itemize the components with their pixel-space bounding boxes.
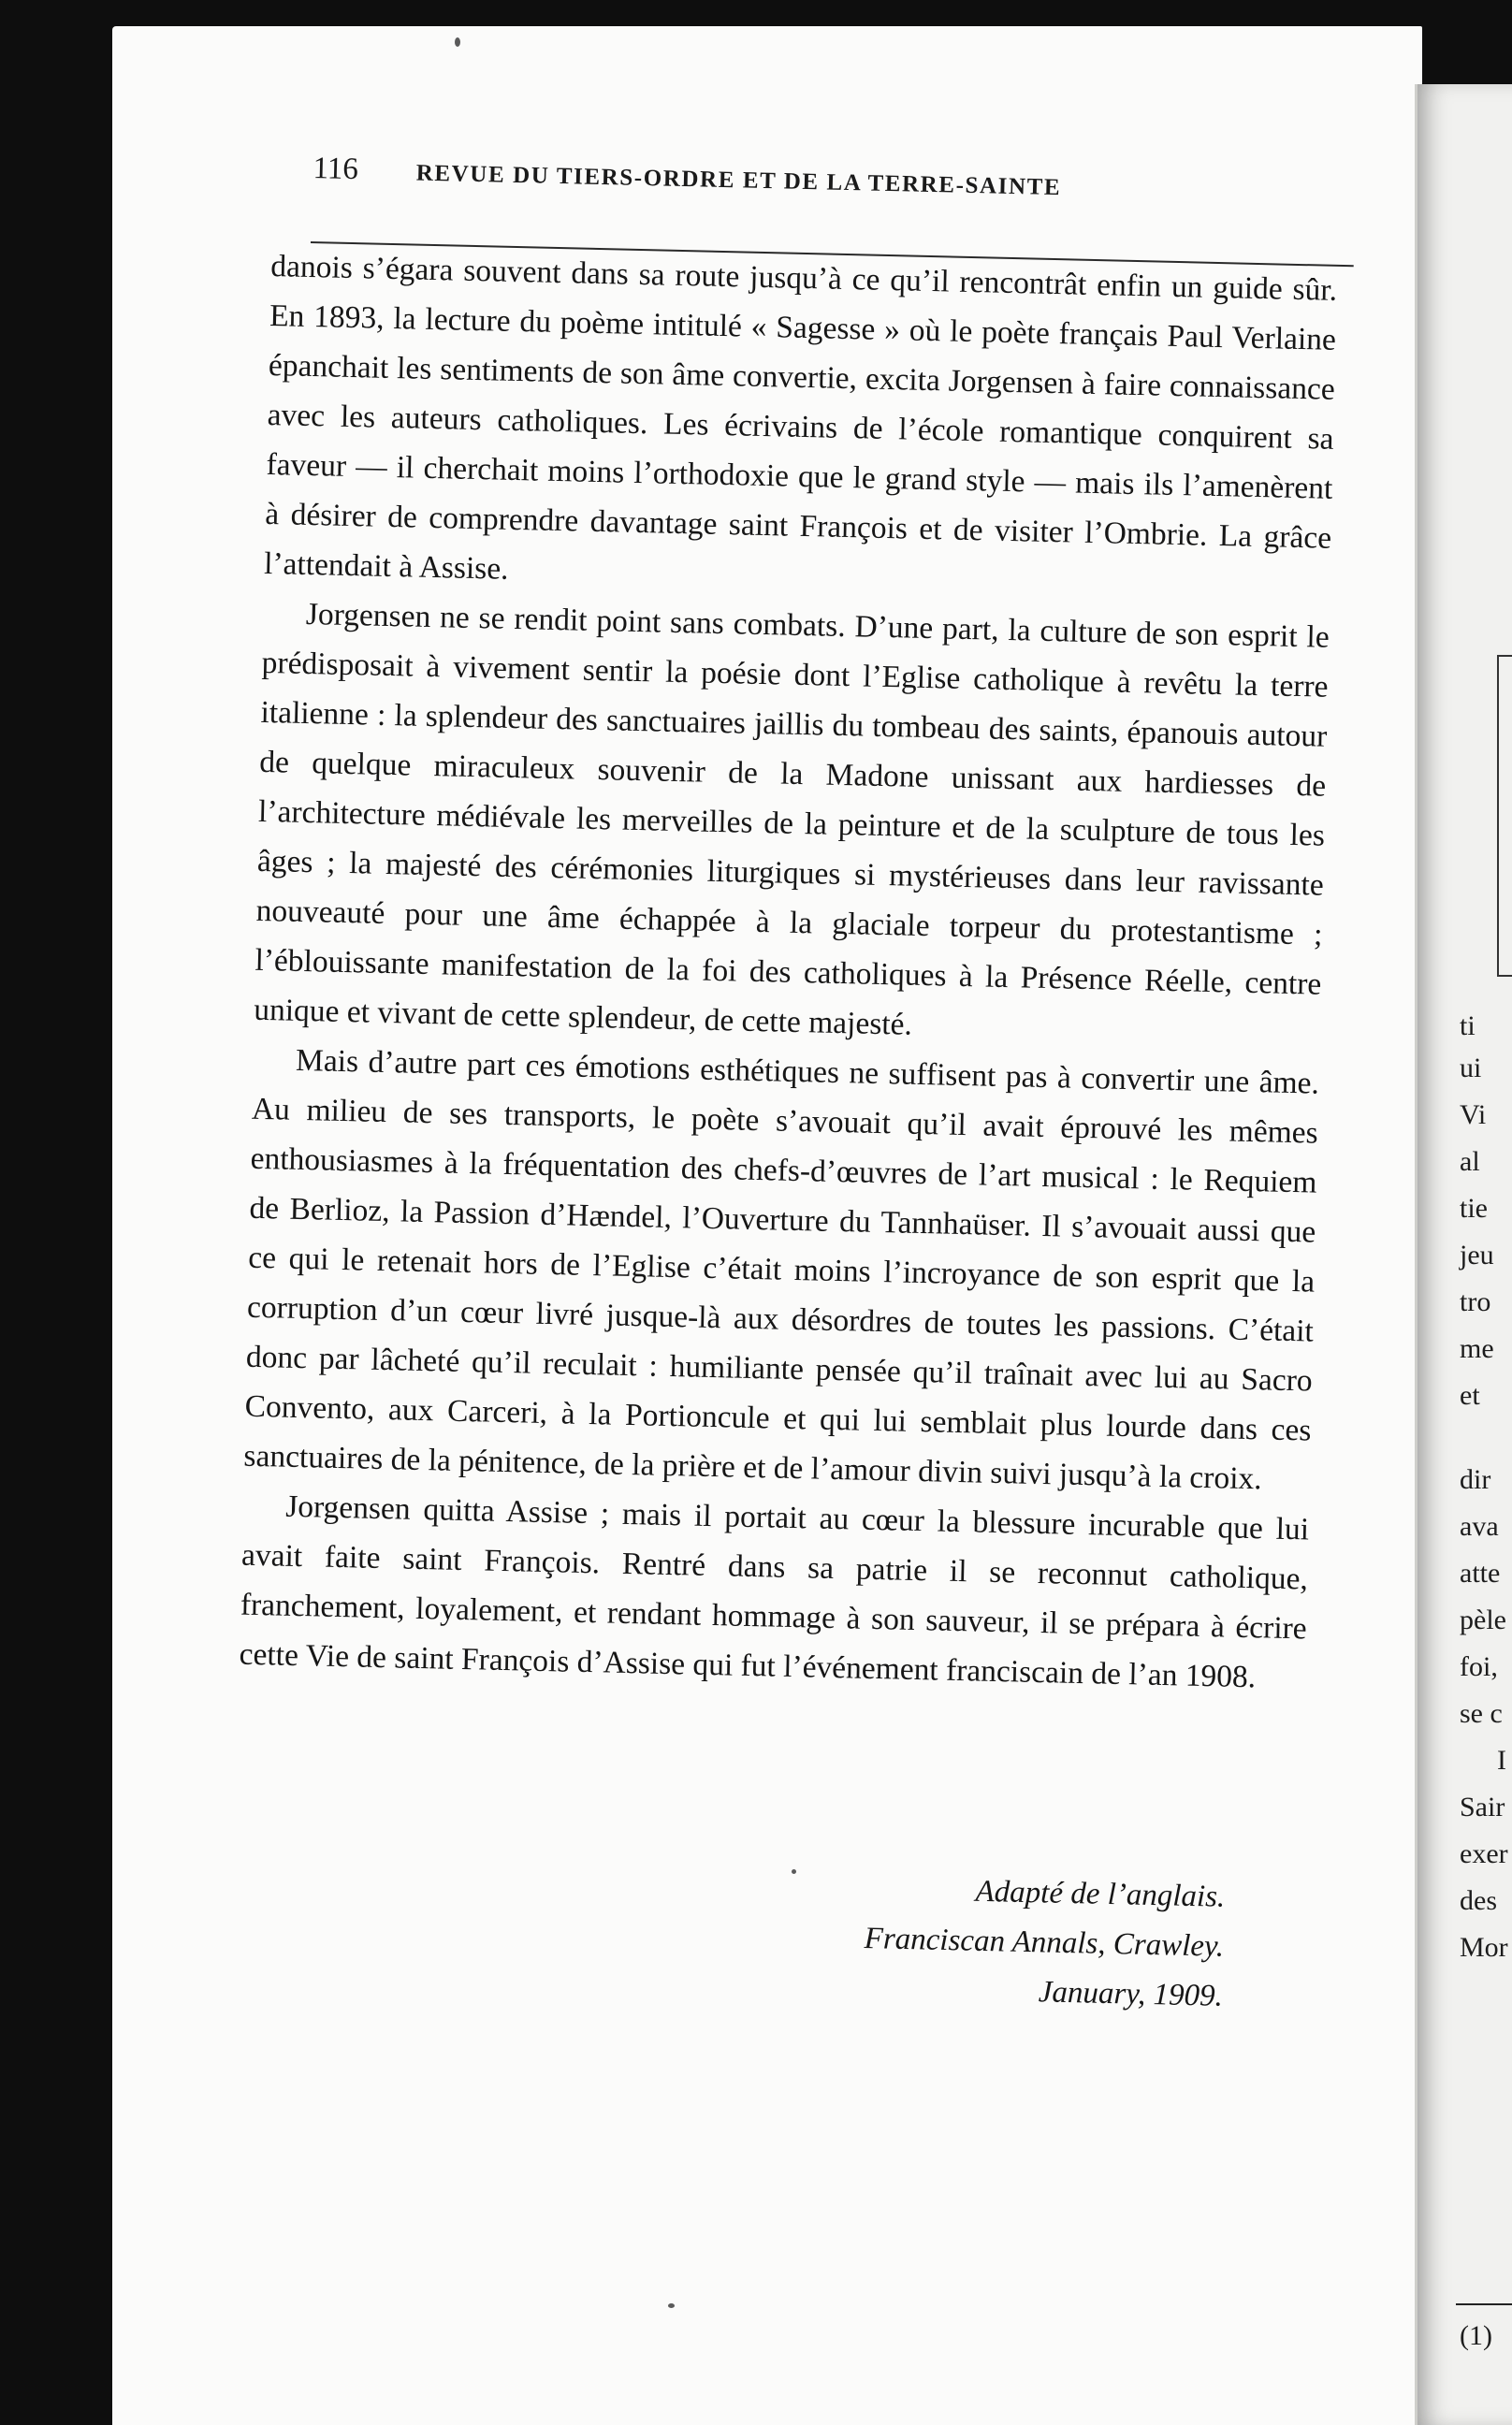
scan-speck — [792, 1869, 796, 1874]
right-fragment: ui — [1460, 1053, 1482, 1083]
right-fragment: jeu — [1460, 1240, 1494, 1271]
attribution-date: January, 1909. — [1038, 1975, 1224, 2013]
scan-speck — [455, 37, 460, 47]
right-fragment: ti — [1460, 1010, 1476, 1041]
right-fragment: Mor — [1460, 1932, 1508, 1963]
paragraph-4: Jorgensen quitta Assise ; mais il portait au cœur la blessure incurable que lui avait faite saint François. Rentré dans sa patrie il se reconnut catholique, franchement, loyalement, et rendant hommage à son sauveur, il se prépara à écrire cette Vie de saint François d’Assise qui fut l’événement franciscain de l’an 1908. — [239, 1488, 1310, 1695]
right-fragment: tro — [1460, 1286, 1491, 1317]
right-fragment: foi, — [1460, 1651, 1498, 1682]
right-fragment: I — [1497, 1745, 1506, 1776]
right-fragment: ava — [1460, 1511, 1499, 1542]
right-fragment: et — [1460, 1380, 1480, 1411]
right-fragment: pèle — [1460, 1605, 1506, 1635]
attribution-adapted: Adapté de l’anglais. — [975, 1874, 1226, 1914]
paragraph-2: Jorgensen ne se rendit point sans combats. D’une part, la culture de son esprit le prédisposait à vivement sentir la poésie dont l’Eglise catholique à revêtu la terre italienne : la splendeur des sanctuaires jaillis du tombeau des saints, épanouis autour de quelque miraculeux souvenir de la Madone unissant aux hardiesses de l’architecture médiévale les merveilles de la peinture et de la sculpture de tous les âges ; la majesté des cérémonies liturgiques si mystérieuses dans leur ravissante nouveauté pour une âme échappée à la glaciale torpeur du protestantisme ; l’éblouissante manifestation de la foi des catholiques à la Présence Réelle, centre unique et vivant de cette splendeur, de cette majesté. — [253, 596, 1330, 1042]
right-fragment: exer — [1460, 1838, 1508, 1869]
article-body — [239, 241, 1338, 1703]
right-fragment: atte — [1460, 1558, 1501, 1589]
scan-speck — [668, 2303, 675, 2308]
right-footnote-rule — [1456, 2303, 1512, 2305]
right-fragment: al — [1460, 1146, 1480, 1177]
right-fragment: tie — [1460, 1193, 1488, 1224]
right-page-frame-mark — [1497, 655, 1512, 977]
right-fragment: dir — [1460, 1464, 1491, 1495]
paragraph-3: Mais d’autre part ces émotions esthétiques ne suffisent pas à convertir une âme. Au milieu de ses transports, le poète s’avouait qu’il avait éprouvé les mêmes enthousiasmes à la fréquentation des chefs-d’œuvres de l’art musical : le Requiem de Berlioz, la Passion d’Hændel, l’Ouverture du Tannhaüser. Il s’avouait aussi que ce qui le retenait hors de l’Eglise c’était moins l’incroyance de son esprit que la corruption d’un cœur livré jusque-là aux désordres de toutes les passions. C’était donc par lâcheté qu’il reculait : humiliante pensée qu’il traînait avec lui au Sacro Convento, aux Carceri, à la Portioncule et qui lui semblait plus lourde dans ces sanctuaires de la pénitence, de la prière et de l’amour divin suivi jusqu’à la croix. — [243, 1042, 1320, 1497]
right-fragment: me — [1460, 1333, 1494, 1364]
right-fragment: Sair — [1460, 1792, 1505, 1822]
paragraph-1: danois s’égara souvent dans sa route jusqu’à ce qu’il rencontrât enfin un guide sûr. En 1893, la lecture du poème intitulé « Sagesse » où le poète français Paul Verlaine épanchait les sentiments de son âme convertie, excita Jorgensen à faire connaissance avec les auteurs catholiques. Les écrivains de l’école romantique conquirent sa faveur — il cherchait moins l’orthodoxie que le grand style — mais ils l’amenèrent à désirer de comprendre davantage saint François et de visiter l’Ombrie. La grâce l’attendait à Assise. — [263, 248, 1338, 587]
right-fragment: Vi — [1460, 1099, 1487, 1130]
right-footnote-marker: (1) — [1460, 2320, 1492, 2351]
source-attribution — [735, 1862, 1225, 2022]
attribution-source: Franciscan Annals, Crawley. — [864, 1922, 1225, 1964]
right-fragment: se c — [1460, 1698, 1503, 1729]
journal-title: REVUE DU TIERS-ORDRE ET DE LA TERRE-SAINTE — [415, 160, 1062, 201]
right-fragment: des — [1460, 1885, 1497, 1916]
page-number: 116 — [313, 152, 359, 187]
